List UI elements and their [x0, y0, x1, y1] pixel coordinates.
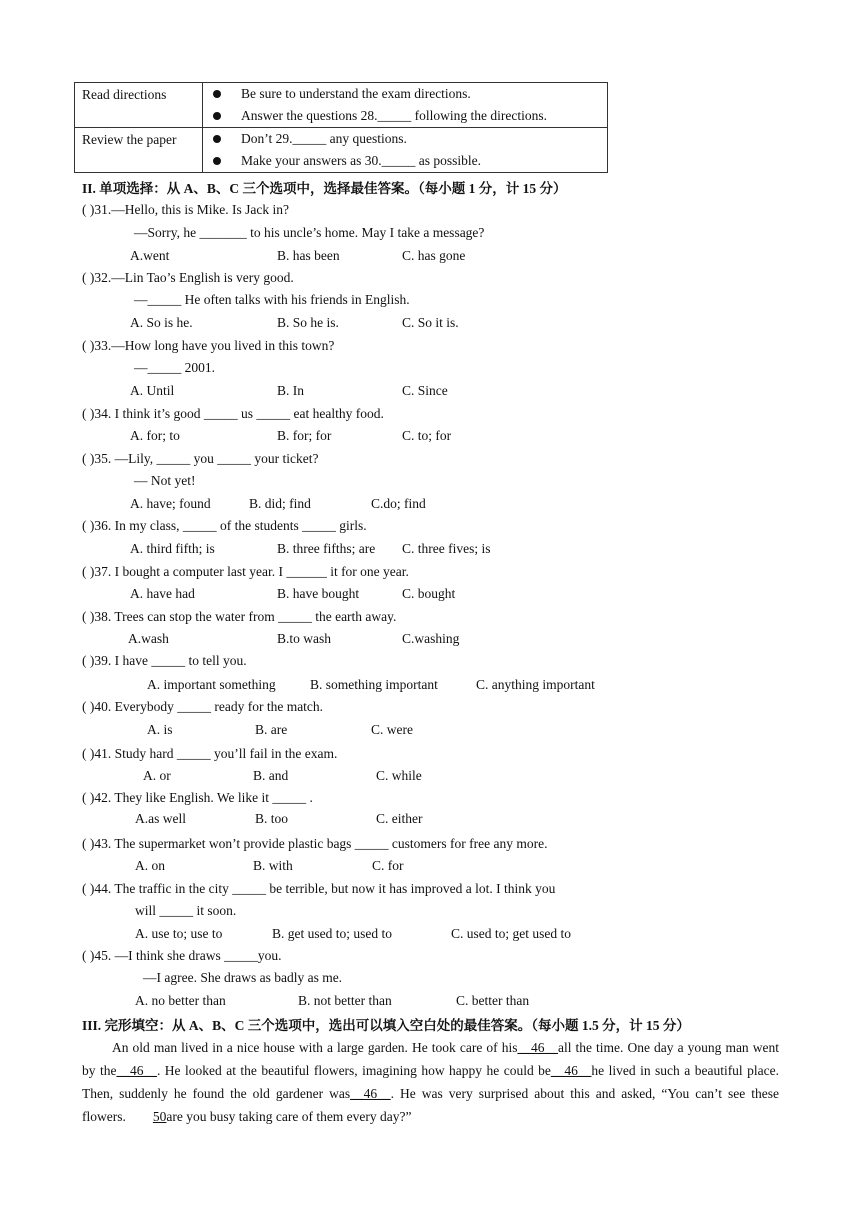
- question-stem: ( )35. —Lily, _____ you _____ your ticket?: [82, 451, 319, 466]
- option-c: C. used to; get used to: [451, 926, 571, 941]
- question-stem: —_____ 2001.: [134, 360, 215, 375]
- option-c: C. So it is.: [402, 315, 459, 330]
- option-b: B.to wash: [277, 631, 331, 646]
- option-b: B. In: [277, 383, 304, 398]
- question-stem: will _____ it soon.: [135, 903, 237, 918]
- question-stem: —Sorry, he _______ to his uncle’s home. May I take a message?: [134, 225, 485, 240]
- question-stem: ( )42. They like English. We like it _____ .: [82, 790, 313, 805]
- option-c: C. either: [376, 811, 423, 826]
- option-c: C. were: [371, 722, 413, 737]
- table-row: [75, 83, 608, 128]
- question-stem: ( )32.—Lin Tao’s English is very good.: [82, 270, 294, 285]
- option-a: A. for; to: [130, 428, 180, 443]
- bullet-icon: [213, 90, 221, 98]
- option-b: B. for; for: [277, 428, 332, 443]
- option-b: B. have bought: [277, 586, 360, 601]
- option-c: C. to; for: [402, 428, 452, 443]
- question-stem: ( )40. Everybody _____ ready for the match.: [82, 699, 324, 714]
- blank: 50: [152, 1109, 167, 1124]
- option-b: B. has been: [277, 248, 340, 263]
- option-a: A.went: [130, 248, 170, 263]
- question-stem: ( )31.—Hello, this is Mike. Is Jack in?: [82, 202, 289, 217]
- row-label: Read directions: [75, 83, 203, 128]
- question-stem: ( )38. Trees can stop the water from _____ the earth away.: [82, 609, 397, 624]
- option-b: B. with: [253, 858, 293, 873]
- option-b: B. too: [255, 811, 289, 826]
- bullet-icon: [213, 135, 221, 143]
- option-c: C. while: [376, 768, 422, 783]
- directions-table: [74, 82, 608, 173]
- option-a: A.as well: [135, 811, 186, 826]
- option-a: A. So is he.: [130, 315, 193, 330]
- question-stem: ( )37. I bought a computer last year. I ______ it for one year.: [82, 564, 409, 579]
- question-stem: ( )34. I think it’s good _____ us _____ eat healthy food.: [82, 406, 384, 421]
- option-a: A. is: [147, 722, 173, 737]
- option-c: C. better than: [456, 993, 530, 1008]
- question-stem: ( )33.—How long have you lived in this town?: [82, 338, 335, 353]
- cloze-passage: An old man lived in a nice house with a large garden. He took care of his__46__all the time. One day a young man went by the__46__. He looked at the beautiful flowers, imagining how happy he could be__46__he lived in such a beautiful place. Then, suddenly he found the old gardener was__46__. He was very surprised about this and asked, “You can’t see these flowers. 50are you busy taking care of them every day?”: [82, 1040, 780, 1124]
- question-stem: ( )39. I have _____ to tell you.: [82, 653, 247, 668]
- option-a: A. no better than: [135, 993, 226, 1008]
- option-c: C.washing: [402, 631, 460, 646]
- option-a: A. have; found: [130, 496, 211, 511]
- question-stem: ( )45. —I think she draws _____you.: [82, 948, 282, 963]
- blank: __46__: [116, 1063, 157, 1078]
- option-b: B. three fifths; are: [277, 541, 376, 556]
- option-a: A. Until: [130, 383, 175, 398]
- list-item: Don’t 29._____ any questions.: [203, 128, 607, 150]
- row-label: Review the paper: [75, 128, 203, 173]
- blank: __46__: [517, 1040, 558, 1055]
- option-b: B. are: [255, 722, 288, 737]
- question-stem: ( )36. In my class, _____ of the students _____ girls.: [82, 518, 367, 533]
- option-a: A. have had: [130, 586, 195, 601]
- question-stem: ( )41. Study hard _____ you’ll fail in the exam.: [82, 746, 338, 761]
- table-row: [75, 128, 608, 173]
- blank: __46__: [350, 1086, 391, 1101]
- option-c: C. three fives; is: [402, 541, 491, 556]
- option-b: B. and: [253, 768, 289, 783]
- list-item: Make your answers as 30._____ as possible.: [203, 150, 607, 172]
- question-stem: —I agree. She draws as badly as me.: [143, 970, 343, 985]
- option-a: A. on: [135, 858, 165, 873]
- option-b: B. not better than: [298, 993, 392, 1008]
- option-c: C. Since: [402, 383, 448, 398]
- section-title: II. 单项选择：从 A、B、C 三个选项中，选择最佳答案。（每小题 1 分，计 15 分）: [82, 181, 567, 196]
- option-b: B. did; find: [249, 496, 311, 511]
- blank: __46__: [550, 1063, 592, 1078]
- list-item: Answer the questions 28._____ following the directions.: [203, 105, 607, 127]
- option-c: C. for: [372, 858, 404, 873]
- question-stem: —_____ He often talks with his friends in English.: [134, 292, 410, 307]
- option-b: B. something important: [310, 677, 438, 692]
- option-c: C.do; find: [371, 496, 426, 511]
- bullet-icon: [213, 112, 221, 120]
- option-a: A. third fifth; is: [130, 541, 215, 556]
- option-a: A. important something: [147, 677, 276, 692]
- option-a: A. or: [143, 768, 171, 783]
- option-b: B. So he is.: [277, 315, 339, 330]
- option-a: A.wash: [128, 631, 169, 646]
- option-c: C. anything important: [476, 677, 595, 692]
- section-title: III. 完形填空：从 A、B、C 三个选项中，选出可以填入空白处的最佳答案。（每小题 1.5 分，计 15 分）: [82, 1018, 690, 1033]
- bullet-icon: [213, 157, 221, 165]
- option-c: C. has gone: [402, 248, 466, 263]
- option-a: A. use to; use to: [135, 926, 223, 941]
- list-item: Be sure to understand the exam directions.: [203, 83, 607, 105]
- question-stem: — Not yet!: [134, 473, 196, 488]
- option-b: B. get used to; used to: [272, 926, 392, 941]
- question-stem: ( )43. The supermarket won’t provide plastic bags _____ customers for free any more.: [82, 836, 548, 851]
- question-stem: ( )44. The traffic in the city _____ be terrible, but now it has improved a lot. I think you: [82, 881, 556, 896]
- option-c: C. bought: [402, 586, 456, 601]
